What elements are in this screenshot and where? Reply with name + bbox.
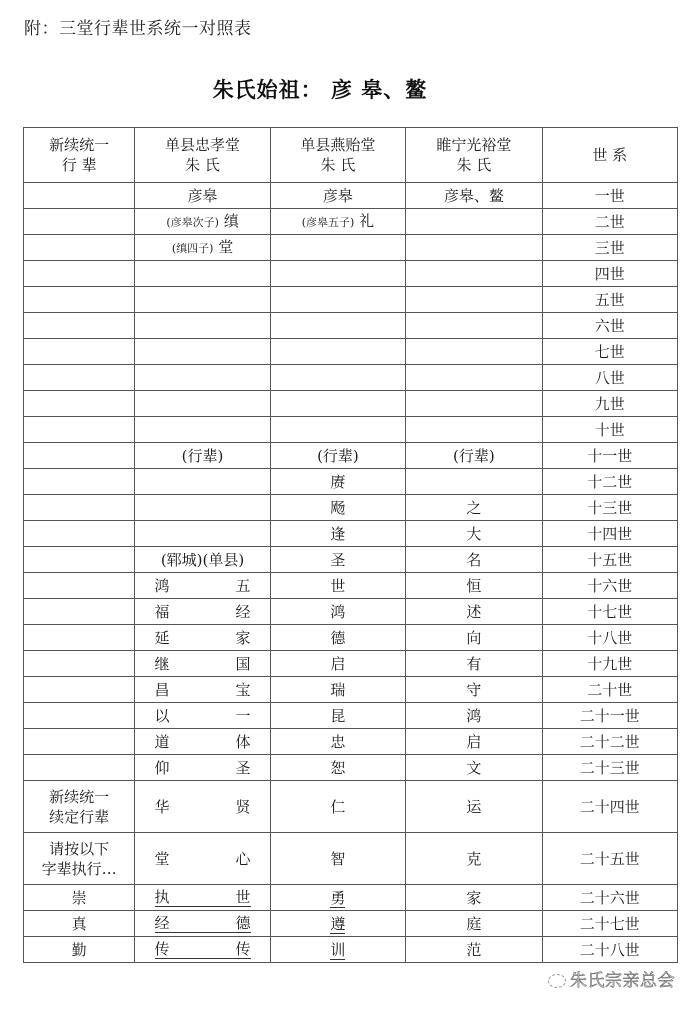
header-generation: 世 系	[542, 128, 677, 183]
cell-new-unified	[24, 495, 135, 521]
cell-generation: 五世	[542, 287, 677, 313]
table-row	[24, 339, 678, 365]
cell-guangyu	[406, 339, 542, 365]
cell-yanyi: 恕	[270, 755, 405, 781]
cell-zhongxiao	[135, 417, 270, 443]
cell-yanyi: (彦皋五子) 礼	[270, 209, 405, 235]
cell-guangyu	[406, 417, 542, 443]
cell-generation: 一世	[542, 183, 677, 209]
table-row	[24, 469, 678, 495]
cell-yanyi	[270, 235, 405, 261]
cell-guangyu: 鸿	[406, 703, 542, 729]
cell-new-unified: 请按以下 字辈执行…	[24, 833, 135, 885]
cell-yanyi	[270, 287, 405, 313]
cell-generation: 二十七世	[542, 911, 677, 937]
cell-guangyu	[406, 391, 542, 417]
cell-zhongxiao: 道 体	[135, 729, 270, 755]
cell-zhongxiao: 传 传	[135, 937, 270, 963]
cell-guangyu: 之	[406, 495, 542, 521]
cell-new-unified	[24, 573, 135, 599]
cell-generation: 十六世	[542, 573, 677, 599]
cell-guangyu: 启	[406, 729, 542, 755]
table-row	[24, 573, 678, 599]
cell-generation: 十八世	[542, 625, 677, 651]
cell-yanyi: 世	[270, 573, 405, 599]
cell-generation: 二十三世	[542, 755, 677, 781]
cell-zhongxiao: (彦皋次子) 缜	[135, 209, 270, 235]
table-row	[24, 235, 678, 261]
cell-zhongxiao: (缜四子) 堂	[135, 235, 270, 261]
table-row	[24, 443, 678, 469]
cell-guangyu: 恒	[406, 573, 542, 599]
cell-generation: 二十四世	[542, 781, 677, 833]
cell-guangyu	[406, 365, 542, 391]
cell-guangyu: 向	[406, 625, 542, 651]
cell-guangyu: 范	[406, 937, 542, 963]
cell-yanyi: 智	[270, 833, 405, 885]
cell-zhongxiao: 堂 心	[135, 833, 270, 885]
table-row	[24, 547, 678, 573]
cell-yanyi	[270, 365, 405, 391]
cell-new-unified	[24, 209, 135, 235]
table-row	[24, 937, 678, 963]
header-yanyi-hall: 单县燕贻堂 朱 氏	[270, 128, 405, 183]
cell-generation: 八世	[542, 365, 677, 391]
table-row	[24, 209, 678, 235]
cell-yanyi	[270, 313, 405, 339]
cell-new-unified	[24, 599, 135, 625]
cell-yanyi: 昆	[270, 703, 405, 729]
cell-new-unified	[24, 235, 135, 261]
table-row	[24, 417, 678, 443]
cell-generation: 二十一世	[542, 703, 677, 729]
cell-new-unified	[24, 365, 135, 391]
cell-yanyi: 遵	[270, 911, 405, 937]
cell-yanyi: 逢	[270, 521, 405, 547]
table-row	[24, 677, 678, 703]
cell-zhongxiao: 执 世	[135, 885, 270, 911]
cell-yanyi: 训	[270, 937, 405, 963]
cell-guangyu: 文	[406, 755, 542, 781]
cell-yanyi	[270, 261, 405, 287]
cell-guangyu: 克	[406, 833, 542, 885]
cell-zhongxiao	[135, 469, 270, 495]
table-row	[24, 287, 678, 313]
cell-yanyi: 圣	[270, 547, 405, 573]
cell-zhongxiao: 以 一	[135, 703, 270, 729]
table-row	[24, 755, 678, 781]
cell-zhongxiao: 继 国	[135, 651, 270, 677]
cell-new-unified	[24, 521, 135, 547]
cell-zhongxiao	[135, 313, 270, 339]
cell-generation: 十二世	[542, 469, 677, 495]
cell-generation: 十三世	[542, 495, 677, 521]
cell-zhongxiao	[135, 287, 270, 313]
table-row	[24, 625, 678, 651]
cell-generation: 二十八世	[542, 937, 677, 963]
cell-new-unified	[24, 703, 135, 729]
cell-yanyi	[270, 391, 405, 417]
cell-zhongxiao: 华 贤	[135, 781, 270, 833]
cell-yanyi: 仁	[270, 781, 405, 833]
cell-new-unified: 新续统一 续定行辈	[24, 781, 135, 833]
cell-guangyu: 庭	[406, 911, 542, 937]
cell-new-unified	[24, 443, 135, 469]
cell-zhongxiao: 延 家	[135, 625, 270, 651]
appendix-note: 附：三堂行辈世系统一对照表	[24, 19, 252, 39]
cell-guangyu	[406, 261, 542, 287]
cell-guangyu	[406, 235, 542, 261]
cell-yanyi: 鸿	[270, 599, 405, 625]
table-row	[24, 781, 678, 833]
header-zhongxiao-hall: 单县忠孝堂 朱 氏	[135, 128, 270, 183]
cell-new-unified	[24, 261, 135, 287]
cell-new-unified: 崇	[24, 885, 135, 911]
cell-new-unified: 勤	[24, 937, 135, 963]
cell-yanyi: 德	[270, 625, 405, 651]
cell-guangyu	[406, 469, 542, 495]
table-row	[24, 261, 678, 287]
cell-generation: 十九世	[542, 651, 677, 677]
cell-guangyu: 大	[406, 521, 542, 547]
table-row	[24, 599, 678, 625]
cell-yanyi	[270, 417, 405, 443]
watermark: 朱氏宗亲总会	[548, 966, 675, 991]
table-row	[24, 183, 678, 209]
cell-yanyi: 彦皋	[270, 183, 405, 209]
cell-zhongxiao: 仰 圣	[135, 755, 270, 781]
cell-new-unified	[24, 417, 135, 443]
table-row	[24, 703, 678, 729]
cell-new-unified	[24, 469, 135, 495]
cell-new-unified	[24, 755, 135, 781]
cell-generation: 七世	[542, 339, 677, 365]
header-row	[24, 128, 678, 183]
document-title: 朱氏始祖： 彦 皋、鳌	[212, 78, 428, 102]
generation-table	[23, 127, 678, 963]
table-row	[24, 391, 678, 417]
cell-yanyi: 勇	[270, 885, 405, 911]
table-row	[24, 651, 678, 677]
cell-generation: 二十二世	[542, 729, 677, 755]
cell-generation: 十七世	[542, 599, 677, 625]
cell-zhongxiao: (郓城)(单县)	[135, 547, 270, 573]
table-row	[24, 313, 678, 339]
cell-generation: 二十六世	[542, 885, 677, 911]
cell-zhongxiao	[135, 261, 270, 287]
table-row	[24, 521, 678, 547]
cell-generation: 十四世	[542, 521, 677, 547]
cell-guangyu: 名	[406, 547, 542, 573]
cell-zhongxiao	[135, 391, 270, 417]
cell-zhongxiao: 彦皋	[135, 183, 270, 209]
cell-generation: 四世	[542, 261, 677, 287]
table-row	[24, 911, 678, 937]
cell-zhongxiao: 昌 宝	[135, 677, 270, 703]
cell-yanyi: 启	[270, 651, 405, 677]
cell-zhongxiao: (行辈)	[135, 443, 270, 469]
cell-guangyu: 家	[406, 885, 542, 911]
cell-guangyu: (行辈)	[406, 443, 542, 469]
cell-new-unified	[24, 547, 135, 573]
cell-zhongxiao	[135, 521, 270, 547]
cell-generation: 六世	[542, 313, 677, 339]
cell-yanyi: (行辈)	[270, 443, 405, 469]
cell-yanyi: 瑞	[270, 677, 405, 703]
cell-zhongxiao	[135, 365, 270, 391]
header-guangyu-hall: 睢宁光裕堂 朱 氏	[406, 128, 542, 183]
cell-yanyi: 忠	[270, 729, 405, 755]
cell-generation: 十一世	[542, 443, 677, 469]
cell-new-unified	[24, 339, 135, 365]
table-row	[24, 495, 678, 521]
cell-generation: 十五世	[542, 547, 677, 573]
cell-new-unified	[24, 677, 135, 703]
table-row	[24, 365, 678, 391]
cell-generation: 二世	[542, 209, 677, 235]
cell-generation: 二十世	[542, 677, 677, 703]
cell-yanyi: 飏	[270, 495, 405, 521]
cell-guangyu: 运	[406, 781, 542, 833]
cell-guangyu	[406, 313, 542, 339]
cell-generation: 三世	[542, 235, 677, 261]
cell-new-unified	[24, 625, 135, 651]
cell-new-unified	[24, 287, 135, 313]
cell-new-unified	[24, 183, 135, 209]
cell-guangyu	[406, 287, 542, 313]
cell-yanyi: 赓	[270, 469, 405, 495]
cell-zhongxiao: 经 德	[135, 911, 270, 937]
cell-yanyi	[270, 339, 405, 365]
cell-new-unified	[24, 313, 135, 339]
cell-zhongxiao	[135, 339, 270, 365]
cell-generation: 十世	[542, 417, 677, 443]
cell-guangyu: 守	[406, 677, 542, 703]
cell-generation: 九世	[542, 391, 677, 417]
cell-new-unified	[24, 729, 135, 755]
cell-new-unified: 真	[24, 911, 135, 937]
cell-new-unified	[24, 651, 135, 677]
table-row	[24, 833, 678, 885]
cell-generation: 二十五世	[542, 833, 677, 885]
table-row	[24, 729, 678, 755]
cell-zhongxiao: 鸿 五	[135, 573, 270, 599]
cell-zhongxiao	[135, 495, 270, 521]
header-new-unified: 新续统一 行 辈	[24, 128, 135, 183]
cell-guangyu: 彦皋、鳌	[406, 183, 542, 209]
cell-guangyu	[406, 209, 542, 235]
cell-guangyu: 述	[406, 599, 542, 625]
table-row	[24, 885, 678, 911]
cell-zhongxiao: 福 经	[135, 599, 270, 625]
wechat-icon	[548, 974, 566, 988]
cell-guangyu: 有	[406, 651, 542, 677]
cell-new-unified	[24, 391, 135, 417]
